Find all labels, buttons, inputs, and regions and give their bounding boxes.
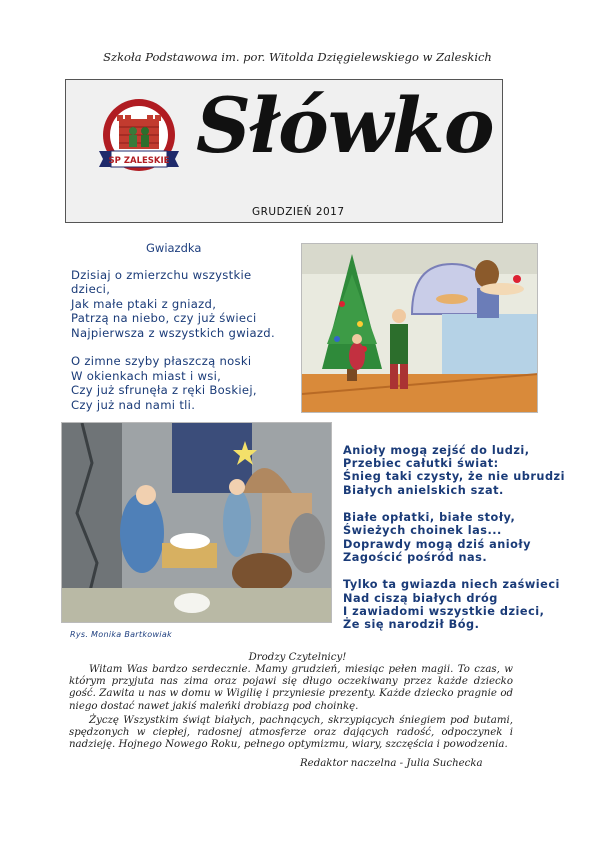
- newsletter-title: Słówko: [196, 81, 494, 170]
- poem-line: Doprawdy mogą dziś anioły: [343, 537, 531, 551]
- nativity-drawing: [61, 422, 332, 623]
- logo-building: [119, 119, 159, 149]
- letter-paragraph-text: Życzę Wszystkim świąt białych, pachnących, skrzypiących śniegiem pod butami, spędzonych w ciepłej, radosnej atmosferze oraz dających radość, odpoczynek i nadzieję. Hojnego Nowego Roku, pełnego optymizmu, wiary, szczęścia i powodzenia.: [69, 715, 513, 751]
- letter-greeting: Drodzy Czytelnicy!: [248, 652, 347, 663]
- poem-line: Białe opłatki, białe stoły,: [343, 511, 516, 525]
- logo-text: SP ZALESKIE: [108, 156, 170, 166]
- logo-child-right: [141, 127, 149, 135]
- issue-date: GRUDZIEŃ 2017: [252, 206, 345, 218]
- poem-aniolowie: [343, 444, 565, 631]
- poem-line: W okienkach miast i wsi,: [71, 368, 222, 383]
- poem-line: Patrzą na niebo, czy już świeci: [71, 311, 257, 326]
- poem-line: O zimne szyby płaszczą noski: [71, 354, 252, 369]
- poem-line: dzieci,: [71, 282, 111, 297]
- poem-line: Tylko ta gwiazda niech zaświeci: [343, 578, 560, 592]
- poem-line: Nad ciszą białych dróg: [343, 591, 498, 605]
- poem-line: Że się narodził Bóg.: [343, 618, 480, 632]
- poem-line: Czy już nad nami tli.: [71, 397, 196, 412]
- poem-line: Śnieg taki czysty, że nie ubrudzi: [343, 470, 566, 484]
- poem-title: Gwiazdka: [146, 241, 202, 255]
- poem-line: Świeżych choinek las...: [343, 524, 502, 538]
- poem-gwiazdka: [71, 268, 275, 412]
- poem-line: Zagościć pośród nas.: [343, 550, 488, 564]
- poem-line: Jak małe ptaki z gniazd,: [71, 296, 217, 311]
- letter-paragraph: [69, 664, 513, 713]
- poem-line: Najpierwsza z wszystkich gwiazd.: [71, 325, 275, 340]
- letter-paragraph: [69, 715, 513, 752]
- school-name: Szkoła Podstawowa im. por. Witolda Dzięgielewskiego w Zaleskich: [103, 50, 492, 64]
- poem-line: Czy już sfrunęła z ręki Boskiej,: [71, 383, 257, 398]
- school-logo: [95, 97, 183, 175]
- poem-line: Anioły mogą zejść do ludzi,: [343, 444, 530, 457]
- letter-signature: Redaktor naczelna - Julia Suchecka: [300, 758, 483, 769]
- logo-child-left: [129, 127, 137, 135]
- image-caption: Rys. Monika Bartkowiak: [70, 630, 172, 639]
- poem-line: I zawiadomi wszystkie dzieci,: [343, 604, 545, 618]
- christmas-drawing: [301, 243, 538, 413]
- poem-line: Przebiec całutki świat:: [343, 457, 499, 471]
- letter-paragraph-text: Witam Was bardzo serdecznie. Mamy grudzień, miesiąc pełen magii. To czas, w którym przyjuta nas zima oraz pojawi się długo oczekiwany przez każde dziecko gość. Zawita u nas w domu w Wigilię i przyniesie prezenty. Każde dziecko pragnie od niego dostać nawet jakiś maleńki drobiazg pod choinkę.: [69, 664, 513, 712]
- poem-line: Dzisiaj o zmierzchu wszystkie: [71, 268, 252, 282]
- poem-line: Białych anielskich szat.: [343, 483, 504, 497]
